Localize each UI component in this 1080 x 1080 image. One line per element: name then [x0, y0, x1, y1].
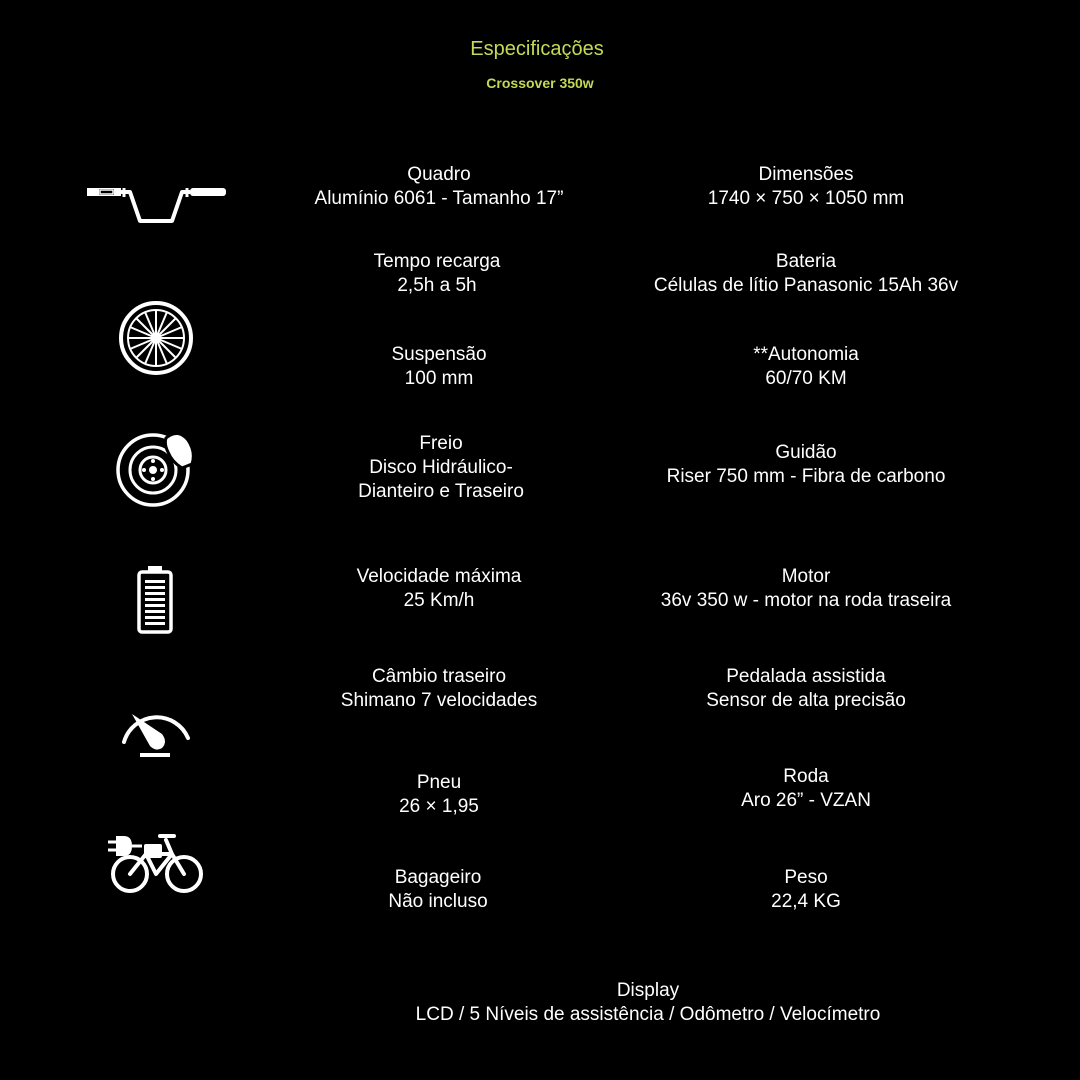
spec-display	[416, 979, 881, 1027]
spec-motor	[661, 565, 951, 613]
spec-value: Células de lítio Panasonic 15Ah 36v	[653, 275, 959, 296]
spec-label: Freio	[419, 433, 463, 454]
spec-label: Display	[616, 980, 680, 1001]
spec-pneu	[399, 771, 479, 819]
spec-velocidade-maxima	[357, 565, 522, 613]
spec-value: 25 Km/h	[403, 590, 475, 611]
spec-label: Quadro	[407, 164, 471, 185]
spec-peso	[771, 866, 841, 914]
spec-pedalada-assistida	[706, 665, 906, 713]
electric-bike-icon	[106, 828, 206, 896]
spec-label: Guidão	[775, 442, 837, 463]
spec-label: Motor	[781, 566, 831, 587]
spec-value: 26 × 1,95	[399, 796, 479, 817]
spec-value: Não incluso	[388, 891, 488, 912]
spec-suspensao	[391, 343, 486, 391]
handlebar-icon	[84, 178, 228, 228]
spec-label: Dimensões	[758, 164, 854, 185]
spec-tempo-recarga	[374, 250, 501, 298]
spec-value: Disco Hidráulico-	[369, 457, 513, 478]
spec-label: Suspensão	[391, 344, 487, 365]
page-title: Especificações	[470, 38, 604, 60]
battery-icon	[136, 564, 176, 636]
spec-label: Bagageiro	[394, 867, 482, 888]
spec-label: Roda	[783, 766, 829, 787]
spec-label: Bateria	[775, 251, 837, 272]
spec-value: 60/70 KM	[765, 368, 847, 389]
spec-value: 1740 × 750 × 1050 mm	[707, 188, 905, 209]
spec-value: 22,4 KG	[771, 891, 841, 912]
spec-guidao	[667, 441, 946, 489]
speedometer-icon	[118, 704, 194, 760]
spec-value: 36v 350 w - motor na roda traseira	[660, 590, 952, 611]
spec-value: Aro 26” - VZAN	[741, 790, 871, 811]
spec-roda	[741, 765, 871, 813]
spec-cambio-traseiro	[341, 665, 537, 713]
spec-value: LCD / 5 Níveis de assistência / Odômetro / Velocímetro	[415, 1004, 881, 1025]
spec-label: Peso	[784, 867, 828, 888]
spec-value: 2,5h a 5h	[397, 275, 477, 296]
wheel-icon	[118, 300, 194, 376]
spec-label: Pneu	[416, 772, 462, 793]
spec-value: Riser 750 mm - Fibra de carbono	[666, 466, 946, 487]
spec-label: Tempo recarga	[373, 251, 501, 272]
spec-label: Pedalada assistida	[726, 666, 886, 687]
spec-freio	[358, 432, 524, 504]
spec-value: Dianteiro e Traseiro	[358, 481, 524, 502]
spec-label: Velocidade máxima	[356, 566, 522, 587]
spec-autonomia	[753, 343, 859, 391]
spec-value: Sensor de alta precisão	[706, 690, 906, 711]
spec-label: **Autonomia	[753, 344, 859, 365]
disc-brake-icon	[116, 430, 196, 510]
model-subtitle: Crossover 350w	[486, 75, 594, 91]
spec-label: Câmbio traseiro	[371, 666, 507, 687]
spec-bateria	[654, 250, 958, 298]
spec-value: Alumínio 6061 - Tamanho 17”	[314, 188, 564, 209]
spec-value: 100 mm	[404, 368, 474, 389]
spec-quadro	[315, 163, 564, 211]
spec-dimensoes	[708, 163, 904, 211]
spec-value: Shimano 7 velocidades	[340, 690, 538, 711]
spec-bagageiro	[388, 866, 487, 914]
